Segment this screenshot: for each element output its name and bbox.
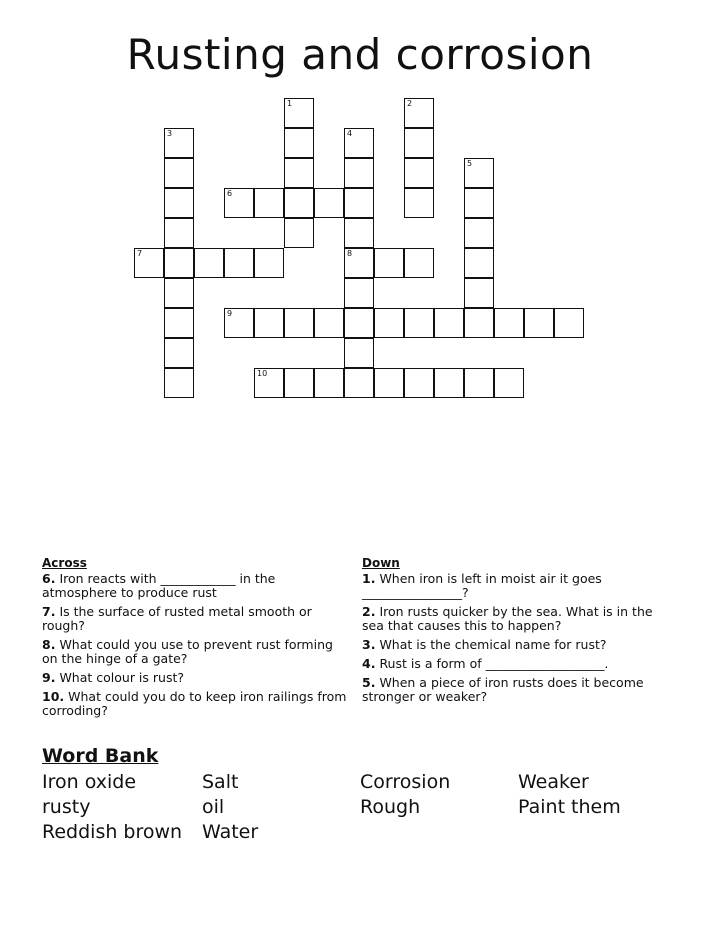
clue-number: 4. <box>362 656 376 671</box>
clue-text: Iron reacts with ____________ in the atmosphere to produce rust <box>42 571 276 600</box>
clue-text: When iron is left in moist air it goes ________________? <box>362 571 602 600</box>
crossword-cell[interactable] <box>464 368 494 398</box>
cell-number: 9 <box>227 309 233 318</box>
crossword-cell[interactable] <box>254 188 284 218</box>
crossword-cell[interactable] <box>164 308 194 338</box>
down-clue-4 <box>362 657 662 671</box>
crossword-cell[interactable] <box>494 368 524 398</box>
down-clue-2 <box>362 605 662 633</box>
crossword-cell[interactable] <box>164 368 194 398</box>
down-heading: Down <box>362 556 400 570</box>
crossword-cell[interactable] <box>224 248 254 278</box>
word-bank-word: Weaker <box>518 771 589 793</box>
word-bank-word: rusty <box>42 796 91 818</box>
crossword-cell[interactable] <box>164 218 194 248</box>
word-bank-word: Water <box>202 821 259 843</box>
crossword-cell[interactable] <box>344 128 374 158</box>
crossword-cell[interactable] <box>164 128 194 158</box>
crossword-cell[interactable] <box>404 128 434 158</box>
crossword-cell[interactable] <box>404 248 434 278</box>
crossword-cell[interactable] <box>284 188 314 218</box>
crossword-cell[interactable] <box>254 368 284 398</box>
crossword-cell[interactable] <box>404 368 434 398</box>
across-clue-7 <box>42 605 347 633</box>
across-heading: Across <box>42 556 87 570</box>
crossword-cell[interactable] <box>464 188 494 218</box>
crossword-cell[interactable] <box>284 218 314 248</box>
crossword-cell[interactable] <box>134 248 164 278</box>
down-clue-3 <box>362 638 662 652</box>
crossword-cell[interactable] <box>434 368 464 398</box>
crossword-cell[interactable] <box>464 308 494 338</box>
word-bank-word: Salt <box>202 771 239 793</box>
crossword-cell[interactable] <box>344 218 374 248</box>
clue-number: 5. <box>362 675 376 690</box>
crossword-cell[interactable] <box>164 158 194 188</box>
crossword-cell[interactable] <box>284 128 314 158</box>
crossword-cell[interactable] <box>314 308 344 338</box>
clue-text: When a piece of iron rusts does it become stronger or weaker? <box>362 675 644 704</box>
crossword-cell[interactable] <box>344 158 374 188</box>
word-bank-title: Word Bank <box>42 745 159 767</box>
crossword-cell[interactable] <box>344 188 374 218</box>
page-title: Rusting and corrosion <box>126 30 594 79</box>
crossword-cell[interactable] <box>164 338 194 368</box>
crossword-cell[interactable] <box>164 188 194 218</box>
clue-number: 6. <box>42 571 56 586</box>
clue-text: Iron rusts quicker by the sea. What is in the sea that causes this to happen? <box>362 604 653 633</box>
crossword-cell[interactable] <box>374 368 404 398</box>
crossword-cell[interactable] <box>404 158 434 188</box>
crossword-cell[interactable] <box>464 278 494 308</box>
crossword-cell[interactable] <box>224 188 254 218</box>
clue-number: 3. <box>362 637 376 652</box>
clue-number: 9. <box>42 670 56 685</box>
crossword-cell[interactable] <box>464 248 494 278</box>
clue-number: 1. <box>362 571 376 586</box>
crossword-cell[interactable] <box>554 308 584 338</box>
across-clue-6 <box>42 572 347 600</box>
cell-number: 4 <box>347 129 353 138</box>
word-bank-word: Corrosion <box>360 771 451 793</box>
crossword-cell[interactable] <box>374 248 404 278</box>
crossword-cell[interactable] <box>164 278 194 308</box>
clue-number: 8. <box>42 637 56 652</box>
across-clue-10 <box>42 690 347 718</box>
crossword-cell[interactable] <box>284 308 314 338</box>
crossword-cell[interactable] <box>314 188 344 218</box>
crossword-cell[interactable] <box>284 158 314 188</box>
word-bank-word: oil <box>202 796 225 818</box>
crossword-cell[interactable] <box>224 308 254 338</box>
crossword-cell[interactable] <box>344 368 374 398</box>
crossword-cell[interactable] <box>404 188 434 218</box>
crossword-cell[interactable] <box>434 308 464 338</box>
crossword-cell[interactable] <box>344 338 374 368</box>
cell-number: 6 <box>227 189 233 198</box>
crossword-cell[interactable] <box>464 158 494 188</box>
down-clues <box>362 556 662 709</box>
across-clue-9 <box>42 671 347 685</box>
word-bank-word: Iron oxide <box>42 771 137 793</box>
cell-number: 2 <box>407 99 413 108</box>
crossword-cell[interactable] <box>194 248 224 278</box>
word-bank-word: Reddish brown <box>42 821 183 843</box>
clue-text: What could you use to prevent rust forming on the hinge of a gate? <box>42 637 333 666</box>
crossword-cell[interactable] <box>254 248 284 278</box>
crossword-cell[interactable] <box>344 278 374 308</box>
crossword-cell[interactable] <box>524 308 554 338</box>
word-bank-word: Rough <box>360 796 421 818</box>
crossword-cell[interactable] <box>284 368 314 398</box>
crossword-cell[interactable] <box>254 308 284 338</box>
down-clue-5 <box>362 676 662 704</box>
crossword-cell[interactable] <box>494 308 524 338</box>
cell-number: 1 <box>287 99 293 108</box>
crossword-cell[interactable] <box>344 308 374 338</box>
crossword-cell[interactable] <box>404 98 434 128</box>
clue-text: What could you do to keep iron railings from corroding? <box>42 689 347 718</box>
clue-number: 7. <box>42 604 56 619</box>
clue-text: What colour is rust? <box>59 670 184 685</box>
crossword-cell[interactable] <box>344 248 374 278</box>
cell-number: 10 <box>257 369 268 378</box>
crossword-cell[interactable] <box>284 98 314 128</box>
cell-number: 7 <box>137 249 143 258</box>
down-clue-1 <box>362 572 662 600</box>
clue-text: Is the surface of rusted metal smooth or rough? <box>42 604 312 633</box>
crossword-cell[interactable] <box>314 368 344 398</box>
clue-number: 2. <box>362 604 376 619</box>
crossword-grid <box>0 0 720 420</box>
clue-text: Rust is a form of ___________________. <box>379 656 609 671</box>
across-clues <box>42 556 347 723</box>
crossword-cell[interactable] <box>464 218 494 248</box>
cell-number: 3 <box>167 129 173 138</box>
crossword-cell[interactable] <box>404 308 434 338</box>
crossword-cell[interactable] <box>374 308 404 338</box>
clue-number: 10. <box>42 689 65 704</box>
word-bank-word: Paint them <box>518 796 621 818</box>
cell-number: 8 <box>347 249 353 258</box>
cell-number: 5 <box>467 159 473 168</box>
clue-text: What is the chemical name for rust? <box>379 637 607 652</box>
across-clue-8 <box>42 638 347 666</box>
crossword-cell[interactable] <box>164 248 194 278</box>
